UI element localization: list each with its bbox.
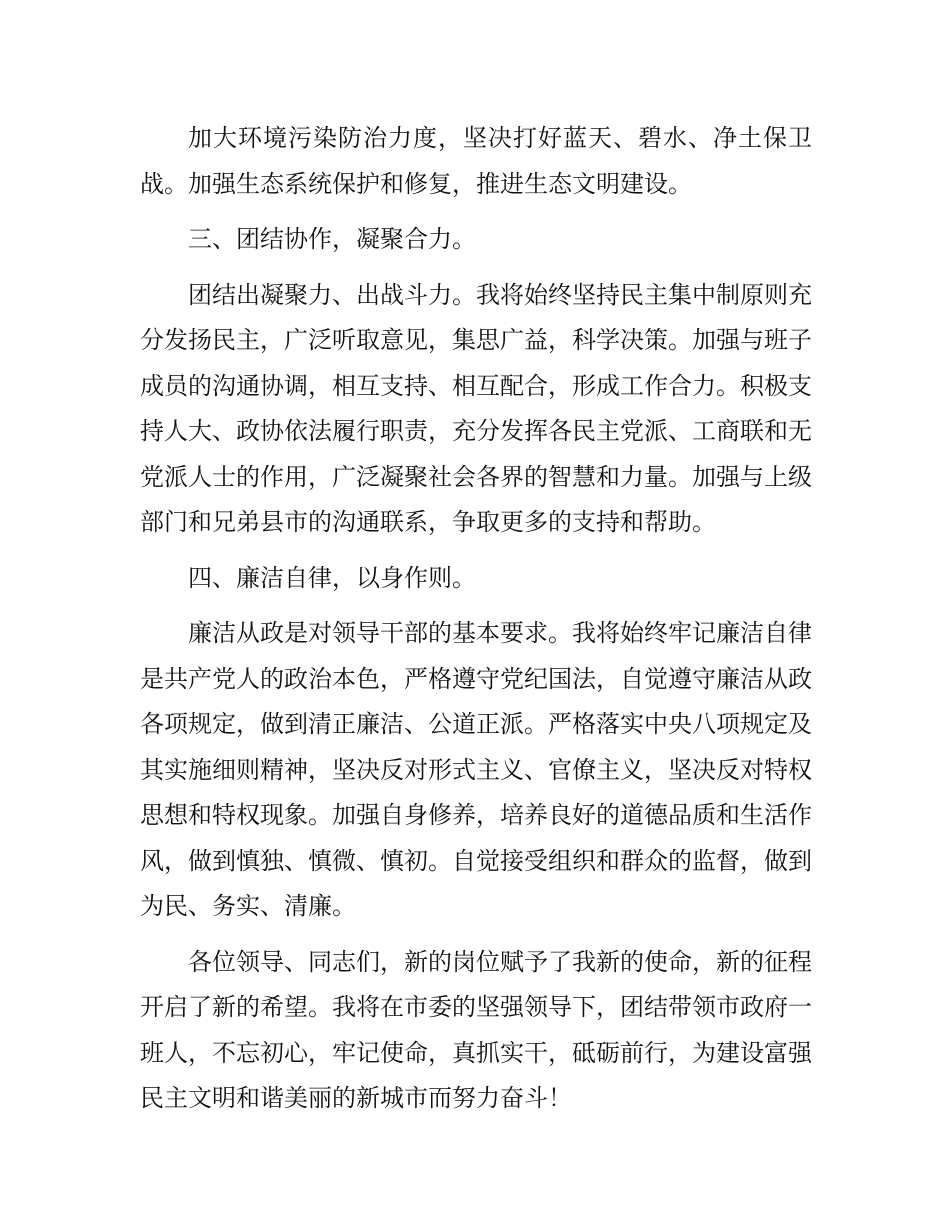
paragraph-unity: 团结出凝聚力、出战斗力。我将始终坚持民主集中制原则充分发扬民主，广泛听取意见，集思广益，科学决策。加强与班子成员的沟通协调，相互支持、相互配合，形成工作合力。积极支持人大、政协依法履行职责，充分发挥各民主党派、工商联和无党派人士的作用，广泛凝聚社会各界的智慧和力量。加强与上级部门和兄弟县市的沟通联系，争取更多的支持和帮助。 [140, 280, 812, 536]
section-heading-unity: 三、团结协作，凝聚合力。 [188, 225, 476, 253]
document-body [140, 116, 812, 1132]
paragraph-integrity: 廉洁从政是对领导干部的基本要求。我将始终牢记廉洁自律是共产党人的政治本色，严格遵守党纪国法，自觉遵守廉洁从政各项规定，做到清正廉洁、公道正派。严格落实中央八项规定及其实施细则精神，坚决反对形式主义、官僚主义，坚决反对特权思想和特权现象。加强自身修养，培养良好的道德品质和生活作风，做到慎独、慎微、慎初。自觉接受组织和群众的监督，做到为民、务实、清廉。 [140, 619, 812, 920]
paragraph-environment: 加大环境污染防治力度，坚决打好蓝天、碧水、净土保卫战。加强生态系统保护和修复，推进生态文明建设。 [140, 124, 812, 198]
section-heading-integrity: 四、廉洁自律，以身作则。 [188, 563, 476, 592]
paragraph-closing: 各位领导、同志们，新的岗位赋予了我新的使命，新的征程开启了新的希望。我将在市委的坚强领导下，团结带领市政府一班人，不忘初心，牢记使命，真抓实干，砥砺前行，为建设富强民主文明和谐美丽的新城市而努力奋斗！ [140, 947, 812, 1112]
